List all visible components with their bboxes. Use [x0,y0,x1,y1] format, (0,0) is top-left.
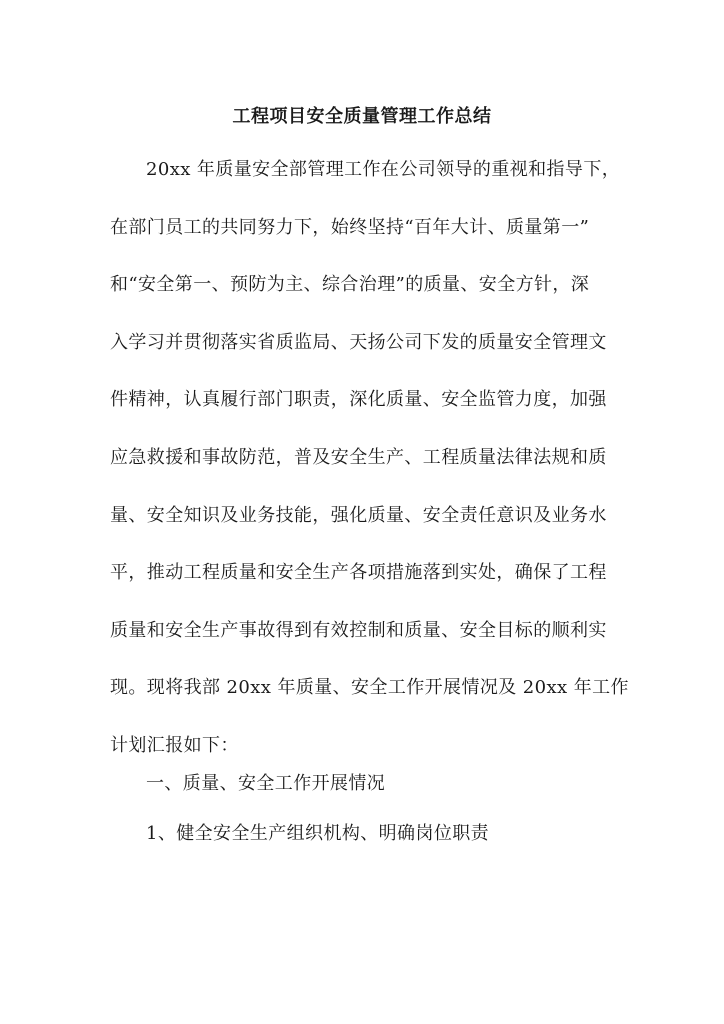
paragraph-line: 和“安全第一、预防为主、综合治理”的质量、安全方针，深 [110,274,590,296]
paragraph-line: 件精神，认真履行部门职责，深化质量、安全监管力度，加强 [110,389,607,411]
paragraph-line: 计划汇报如下： [110,734,239,756]
intro-paragraph [110,150,629,784]
paragraph-line: 量、安全知识及业务技能，强化质量、安全责任意识及业务水 [110,504,607,526]
section-heading: 一、质量、安全工作开展情况 [146,773,386,794]
paragraph-line: 20xx 年质量安全部管理工作在公司领导的重视和指导下， [146,159,621,180]
paragraph-line: 现。现将我部 20xx 年质量、安全工作开展情况及 20xx 年工作 [110,677,629,699]
paragraph-line: 入学习并贯彻落实省质监局、天扬公司下发的质量安全管理文 [110,331,607,353]
subsection-heading: 1、健全安全生产组织机构、明确岗位职责 [146,823,490,844]
document-title: 工程项目安全质量管理工作总结 [232,106,492,127]
paragraph-line: 在部门员工的共同努力下，始终坚持“百年大计、质量第一” [110,216,590,238]
paragraph-line: 应急救援和事故防范，普及安全生产、工程质量法律法规和质 [110,446,607,468]
paragraph-line: 平，推动工程质量和安全生产各项措施落到实处，确保了工程 [110,562,607,584]
paragraph-line: 质量和安全生产事故得到有效控制和质量、安全目标的顺利实 [110,619,607,641]
